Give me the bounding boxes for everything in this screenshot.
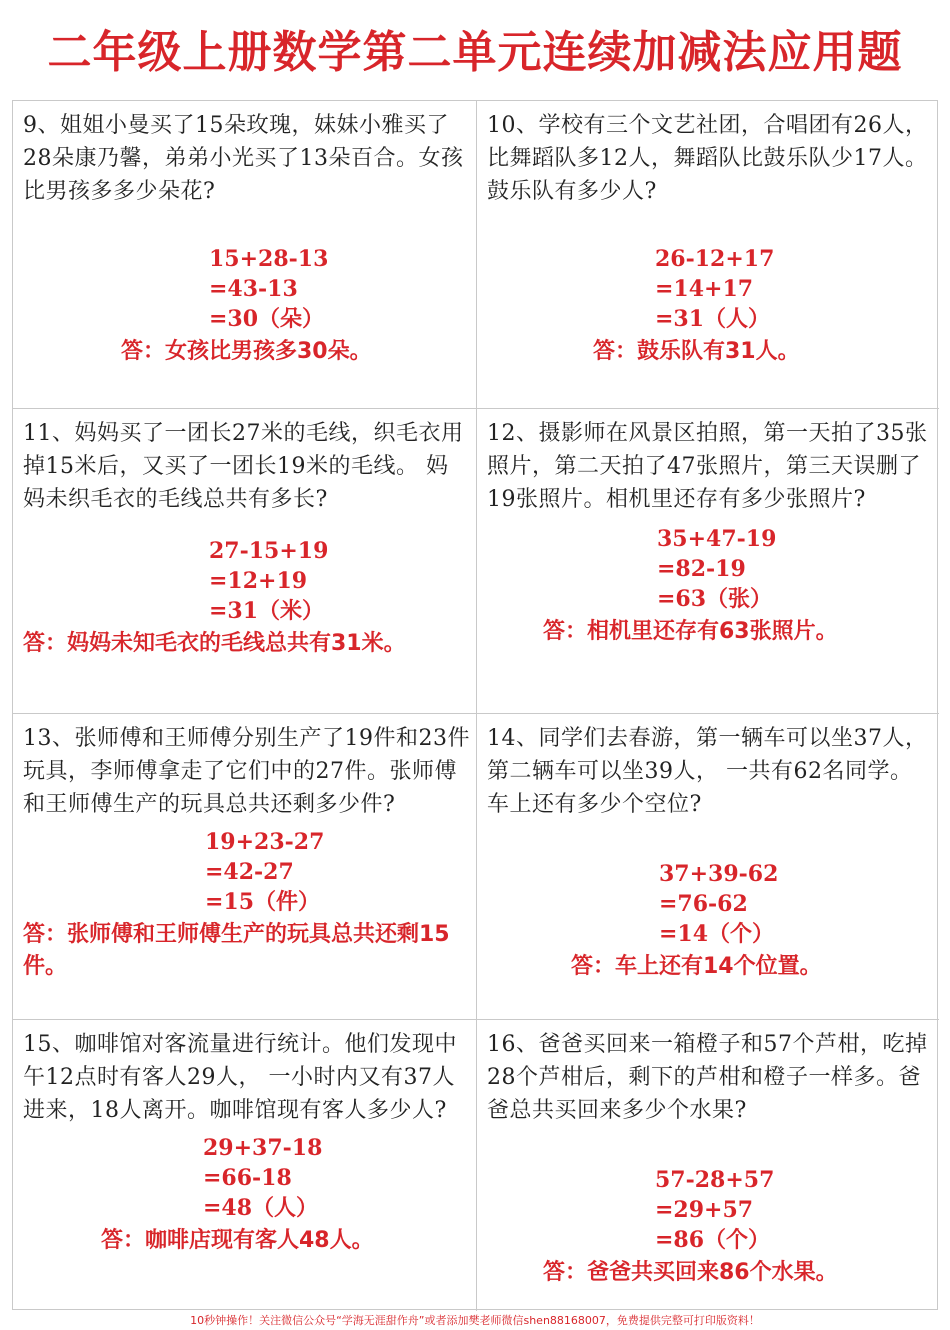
problem-question: 9、姐姐小曼买了15朵玫瑰，妹妹小雅买了28朵康乃馨，弟弟小光买了13朵百合。女孩比男孩多多少朵花? bbox=[23, 113, 464, 204]
calc-step: =42-27 bbox=[205, 859, 294, 885]
calc-step: =31（米） bbox=[209, 598, 325, 624]
calc-step: =76-62 bbox=[659, 891, 748, 917]
calc-step: =15（件） bbox=[205, 889, 321, 915]
calc-steps bbox=[657, 524, 933, 614]
calc-step: =14+17 bbox=[655, 276, 754, 302]
calc-step: 26-12+17 bbox=[655, 246, 775, 272]
calc-steps bbox=[203, 1133, 470, 1223]
calc-steps bbox=[659, 859, 933, 949]
calc-step: =82-19 bbox=[657, 556, 746, 582]
calc-step: =48（人） bbox=[203, 1195, 319, 1221]
calc-steps bbox=[205, 827, 470, 917]
answer-text: 答：妈妈未知毛衣的毛线总共有31米。 bbox=[23, 631, 406, 656]
calc-steps bbox=[655, 1165, 933, 1255]
answer-text: 答：爸爸共买回来86个水果。 bbox=[543, 1260, 838, 1285]
calc-step: =31（人） bbox=[655, 306, 771, 332]
calc-step: =43-13 bbox=[209, 276, 298, 302]
calc-step: 35+47-19 bbox=[657, 526, 777, 552]
calc-steps bbox=[655, 244, 933, 334]
calc-steps bbox=[209, 536, 470, 626]
problem-question: 10、学校有三个文艺社团，合唱团有26人，比舞蹈队多12人，舞蹈队比鼓乐队少17人。鼓乐队有多少人? bbox=[487, 113, 928, 204]
answer-text: 答：张师傅和王师傅生产的玩具总共还剩15件。 bbox=[23, 922, 450, 979]
calc-step: 57-28+57 bbox=[655, 1167, 775, 1193]
problem-card bbox=[13, 714, 477, 1020]
problem-card bbox=[13, 409, 477, 714]
problem-card bbox=[477, 409, 939, 714]
answer-text: 答：女孩比男孩多30朵。 bbox=[121, 339, 372, 364]
calc-step: 37+39-62 bbox=[659, 861, 779, 887]
calc-step: =30（朵） bbox=[209, 306, 325, 332]
footer-notice: 10秒钟操作！关注微信公众号“学海无涯甜作舟”或者添加樊老师微信shen88168007，免费提供完整可打印版资料！ bbox=[190, 1314, 760, 1327]
calc-step: =29+57 bbox=[655, 1197, 754, 1223]
calc-steps bbox=[209, 244, 470, 334]
page-title: 二年级上册数学第二单元连续加减法应用题 bbox=[47, 27, 903, 78]
calc-step: 29+37-18 bbox=[203, 1135, 323, 1161]
problem-question: 12、摄影师在风景区拍照，第一天拍了35张照片，第二天拍了47张照片，第三天误删了19张照片。相机里还存有多少张照片? bbox=[487, 421, 928, 512]
answer-text: 答：鼓乐队有31人。 bbox=[593, 339, 800, 364]
calc-step: =14（个） bbox=[659, 921, 775, 947]
answer-text: 答：咖啡店现有客人48人。 bbox=[101, 1228, 374, 1253]
problem-grid bbox=[12, 100, 938, 1310]
answer-text: 答：车上还有14个位置。 bbox=[571, 954, 822, 979]
answer-text: 答：相机里还存有63张照片。 bbox=[543, 619, 838, 644]
calc-step: 15+28-13 bbox=[209, 246, 329, 272]
problem-question: 15、咖啡馆对客流量进行统计。他们发现中午12点时有客人29人， 一小时内又有37人进来，18人离开。咖啡馆现有客人多少人? bbox=[23, 1032, 457, 1123]
problem-card bbox=[477, 101, 939, 409]
calc-step: =12+19 bbox=[209, 568, 308, 594]
problem-question: 14、同学们去春游，第一辆车可以坐37人，第二辆车可以坐39人， 一共有62名同学。车上还有多少个空位? bbox=[487, 726, 928, 817]
problem-card bbox=[477, 714, 939, 1020]
problem-card bbox=[13, 101, 477, 409]
problem-card bbox=[13, 1020, 477, 1311]
calc-step: 19+23-27 bbox=[205, 829, 325, 855]
calc-step: =86（个） bbox=[655, 1227, 771, 1253]
problem-question: 11、妈妈买了一团长27米的毛线，织毛衣用掉15米后，又买了一团长19米的毛线。 妈妈未织毛衣的毛线总共有多长? bbox=[23, 421, 464, 512]
problem-question: 16、爸爸买回来一箱橙子和57个芦柑，吃掉28个芦柑后，剩下的芦柑和橙子一样多。爸爸总共买回来多少个水果? bbox=[487, 1032, 928, 1123]
calc-step: 27-15+19 bbox=[209, 538, 329, 564]
calc-step: =63（张） bbox=[657, 586, 773, 612]
calc-step: =66-18 bbox=[203, 1165, 292, 1191]
problem-card bbox=[477, 1020, 939, 1311]
problem-question: 13、张师傅和王师傅分别生产了19件和23件玩具，李师傅拿走了它们中的27件。张师傅和王师傅生产的玩具总共还剩多少件? bbox=[23, 726, 470, 817]
